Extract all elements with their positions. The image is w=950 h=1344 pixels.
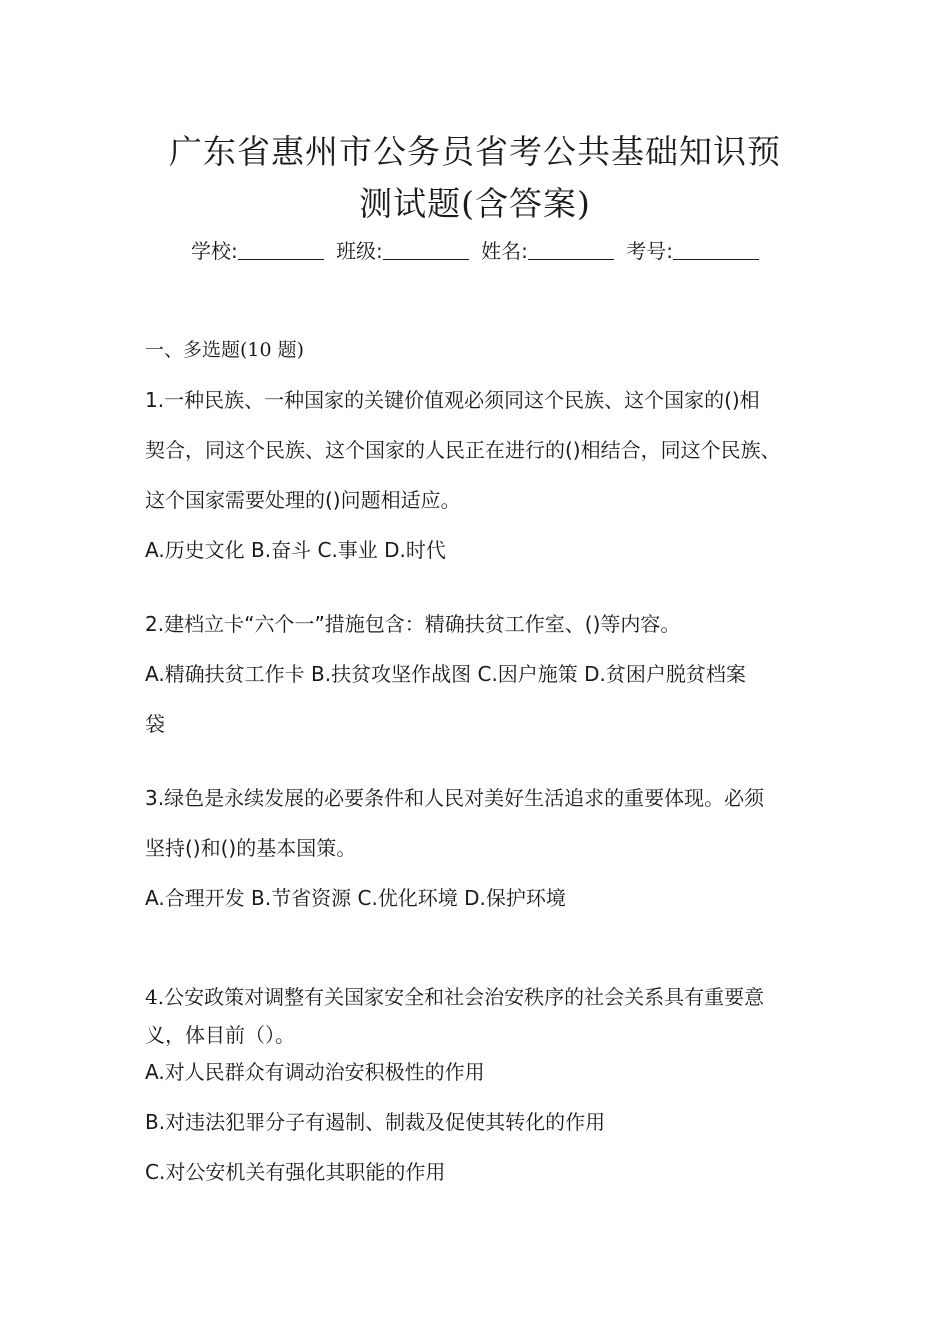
document-title-line-2: 测试题(含答案) (359, 184, 591, 223)
question-1-options: A.历史文化 B.奋斗 C.事业 D.时代 (145, 538, 446, 562)
question-1-line-1: 1.一种民族、一种国家的关键价值观必须同这个民族、这个国家的()相 (145, 388, 760, 412)
question-2-line-1: 2.建档立卡“六个一”措施包含：精确扶贫工作室、()等内容。 (145, 612, 681, 636)
student-info-line (0, 236, 950, 266)
school-field (191, 236, 324, 266)
question-2-options-line-1: A.精确扶贫工作卡 B.扶贫攻坚作战图 C.因户施策 D.贫困户脱贫档案 (145, 662, 746, 686)
exam-number-blank (673, 239, 759, 260)
class-label: 班级: (336, 239, 383, 263)
question-2-options-line-2: 袋 (145, 712, 165, 736)
question-1-line-3: 这个国家需要处理的()问题相适应。 (145, 488, 461, 512)
question-1-line-2: 契合，同这个民族、这个国家的人民正在进行的()相结合，同这个民族、 (145, 438, 781, 462)
section-heading: 一、多选题(10 题) (145, 339, 305, 361)
question-4-line-2: 义，体目前（）。 (145, 1023, 295, 1047)
exam-number-label: 考号: (626, 239, 674, 263)
question-3-options: A.合理开发 B.节省资源 C.优化环境 D.保护环境 (145, 886, 566, 910)
class-blank (383, 239, 469, 260)
name-blank (528, 239, 614, 260)
exam-number-field (626, 236, 759, 266)
name-field (481, 236, 614, 266)
question-4-line-1: 4.公安政策对调整有关国家安全和社会治安秩序的社会关系具有重要意 (145, 985, 765, 1009)
school-blank (238, 239, 324, 260)
question-4-option-c: C.对公安机关有强化其职能的作用 (145, 1160, 446, 1184)
question-4-option-a: A.对人民群众有调动治安积极性的作用 (145, 1060, 485, 1084)
question-4-option-b: B.对违法犯罪分子有遏制、制裁及促使其转化的作用 (145, 1110, 606, 1134)
question-3-line-2: 坚持()和()的基本国策。 (145, 836, 357, 860)
document-title-line-1: 广东省惠州市公务员省考公共基础知识预 (169, 132, 781, 171)
school-label: 学校: (190, 239, 238, 263)
question-3-line-1: 3.绿色是永续发展的必要条件和人民对美好生活追求的重要体现。必须 (145, 786, 765, 810)
class-field (336, 236, 469, 266)
name-label: 姓名: (481, 239, 528, 263)
